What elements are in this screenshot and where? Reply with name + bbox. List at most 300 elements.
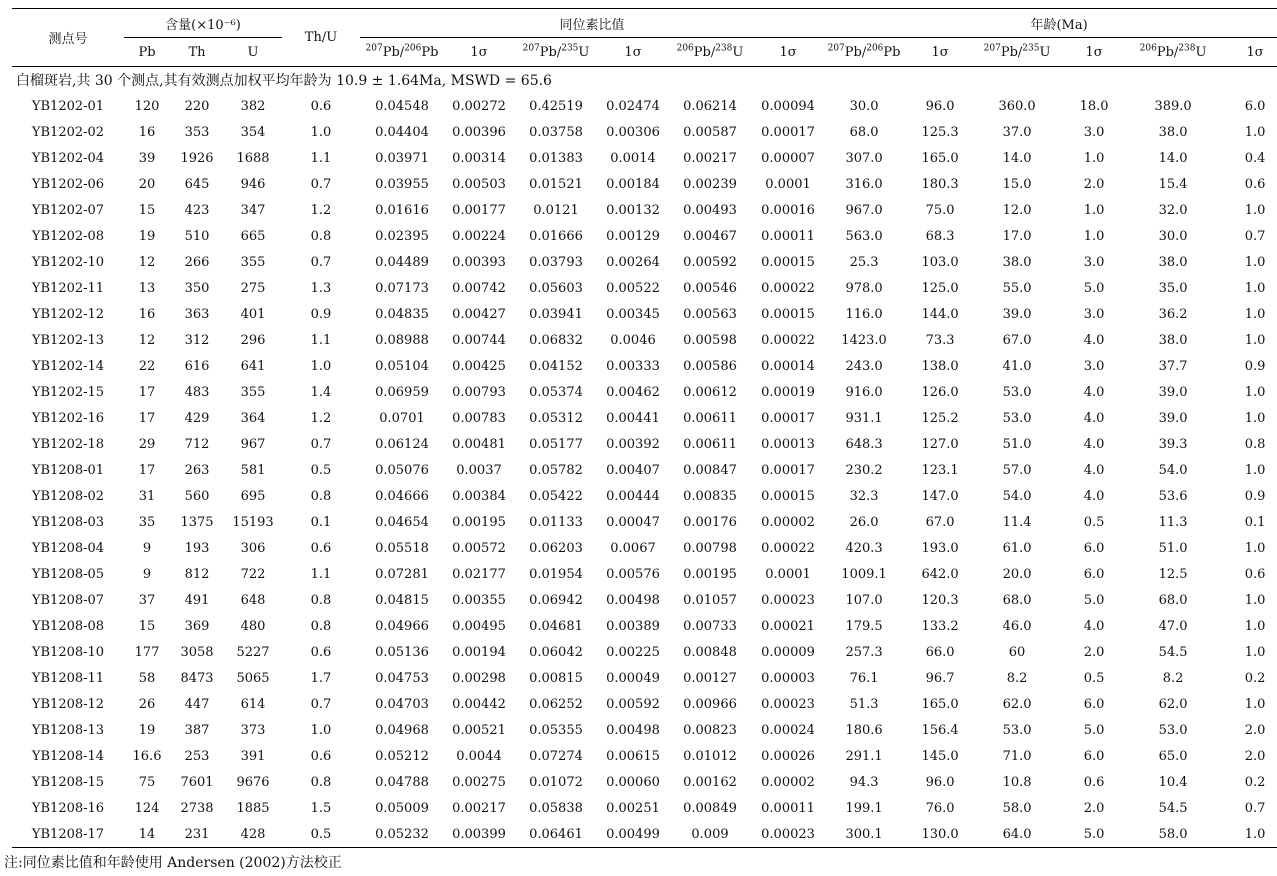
table-cell: 0.0067 — [610, 540, 656, 556]
table-row — [12, 197, 1277, 223]
table-cell: 0.9 — [310, 306, 332, 322]
table-cell: 0.05422 — [529, 488, 583, 504]
table-row — [12, 431, 1277, 457]
table-cell: 46.0 — [1002, 618, 1032, 634]
table-row — [12, 613, 1277, 639]
table-cell: 0.07173 — [375, 280, 429, 296]
table-cell: 0.01954 — [529, 566, 583, 582]
spot-id-cell: YB1202-12 — [31, 306, 105, 322]
table-cell: 67.0 — [925, 514, 955, 530]
table-cell: 355 — [240, 254, 266, 270]
table-cell: 37.0 — [1002, 124, 1032, 140]
table-cell: 8.2 — [1162, 670, 1184, 686]
table-cell: 560 — [184, 488, 210, 504]
spot-id-cell: YB1202-10 — [31, 254, 105, 270]
table-cell: 0.07281 — [375, 566, 429, 582]
age-sigma-header: 1σ — [1058, 38, 1130, 67]
table-cell: 0.01666 — [529, 228, 583, 244]
table-cell: 1375 — [180, 514, 214, 530]
table-cell: 12.5 — [1158, 566, 1188, 582]
table-cell: 0.04404 — [375, 124, 429, 140]
table-cell: 14.0 — [1002, 150, 1032, 166]
table-cell: 0.8 — [1244, 436, 1266, 452]
table-cell: 9 — [142, 566, 152, 582]
table-cell: 68.0 — [1158, 592, 1188, 608]
spot-id-cell: YB1208-13 — [31, 722, 105, 738]
table-cell: 0.00823 — [683, 722, 737, 738]
table-cell: 0.00298 — [452, 670, 506, 686]
table-cell: 107.0 — [845, 592, 883, 608]
table-cell: 9 — [142, 540, 152, 556]
isotope-element: Pb/ — [1156, 44, 1179, 60]
spot-id-cell: YB1202-07 — [31, 202, 105, 218]
table-cell: 1.0 — [1244, 696, 1266, 712]
table-cell: 1926 — [180, 150, 214, 166]
spot-id-cell: YB1208-12 — [31, 696, 105, 712]
table-cell: 648 — [240, 592, 266, 608]
table-cell: 0.00049 — [606, 670, 660, 686]
table-cell: 266 — [184, 254, 210, 270]
table-cell: 257.3 — [845, 644, 883, 660]
table-cell: 39.3 — [1158, 436, 1188, 452]
table-cell: 76.0 — [925, 800, 955, 816]
table-cell: 0.00521 — [452, 722, 506, 738]
table-cell: 614 — [240, 696, 266, 712]
table-cell: 0.00849 — [683, 800, 737, 816]
table-row — [12, 483, 1277, 509]
table-cell: 0.6 — [310, 644, 332, 660]
table-cell: 38.0 — [1002, 254, 1032, 270]
table-cell: 1.4 — [310, 384, 332, 400]
table-cell: 0.04654 — [375, 514, 429, 530]
table-cell: 491 — [184, 592, 210, 608]
table-cell: 0.8 — [310, 774, 332, 790]
table-row — [12, 379, 1277, 405]
table-cell: 5.0 — [1083, 722, 1105, 738]
table-cell: 68.0 — [849, 124, 879, 140]
table-cell: 616 — [184, 358, 210, 374]
age-sigma-header: 1σ — [1216, 38, 1277, 67]
table-cell: 68.0 — [1002, 592, 1032, 608]
table-cell: 429 — [184, 410, 210, 426]
table-cell: 156.4 — [921, 722, 959, 738]
table-cell: 76.1 — [849, 670, 879, 686]
age-header — [976, 38, 1058, 67]
table-cell: 53.0 — [1002, 410, 1032, 426]
table-cell: 199.1 — [845, 800, 883, 816]
table-cell: 5065 — [236, 670, 270, 686]
spot-id-cell: YB1202-04 — [31, 150, 105, 166]
table-cell: 0.00498 — [606, 722, 660, 738]
table-cell: 1.0 — [1244, 124, 1266, 140]
table-cell: 6.0 — [1083, 540, 1105, 556]
table-cell: 26 — [138, 696, 156, 712]
table-row — [12, 119, 1277, 145]
table-cell: 0.04548 — [375, 98, 429, 114]
table-cell: 5227 — [236, 644, 270, 660]
spot-id-cell: YB1202-15 — [31, 384, 105, 400]
table-cell: 0.05076 — [375, 462, 429, 478]
table-cell: 8.2 — [1006, 670, 1028, 686]
table-cell: 0.00017 — [761, 410, 815, 426]
table-cell: 180.3 — [921, 176, 959, 192]
isotope-mass: 207 — [827, 43, 845, 54]
table-cell: 0.05838 — [529, 800, 583, 816]
table-row — [12, 353, 1277, 379]
table-cell: 39.0 — [1158, 410, 1188, 426]
table-cell: 0.00195 — [683, 566, 737, 582]
table-cell: 130.0 — [904, 821, 976, 848]
spot-id-cell: YB1208-10 — [31, 644, 105, 660]
table-cell: 0.00024 — [761, 722, 815, 738]
table-cell: 275 — [240, 280, 266, 296]
table-cell: 483 — [184, 384, 210, 400]
table-cell: 5.0 — [1083, 280, 1105, 296]
table-cell: 36.2 — [1158, 306, 1188, 322]
table-cell: 4.0 — [1083, 618, 1105, 634]
table-cell: 94.3 — [849, 774, 879, 790]
table-cell: 0.05782 — [529, 462, 583, 478]
table-cell: 0.06252 — [529, 696, 583, 712]
isotope-element: U — [578, 44, 590, 60]
table-cell: 12.0 — [1002, 202, 1032, 218]
table-cell: 75 — [138, 774, 156, 790]
table-cell: 0.4 — [1244, 150, 1266, 166]
table-cell: 423 — [184, 202, 210, 218]
table-cell: 3058 — [180, 644, 214, 660]
ratio-sigma-header: 1σ — [752, 38, 824, 67]
table-cell: 967.0 — [845, 202, 883, 218]
table-cell: 41.0 — [1002, 358, 1032, 374]
table-cell: 58.0 — [1002, 800, 1032, 816]
table-cell: 16 — [138, 124, 156, 140]
table-cell: 29 — [138, 436, 156, 452]
table-cell: 2.0 — [1083, 644, 1105, 660]
table-cell: 0.00014 — [761, 358, 815, 374]
table-cell: 978.0 — [845, 280, 883, 296]
table-cell: 581 — [240, 462, 266, 478]
table-cell: 0.00022 — [761, 540, 815, 556]
table-cell: 0.00425 — [452, 358, 506, 374]
table-cell: 0.00306 — [606, 124, 660, 140]
table-cell: 0.00848 — [683, 644, 737, 660]
table-cell: 0.0001 — [765, 566, 811, 582]
table-cell: 54.0 — [1158, 462, 1188, 478]
table-cell: 0.0046 — [610, 332, 656, 348]
table-cell: 312 — [184, 332, 210, 348]
table-row — [12, 275, 1277, 301]
table-cell: 96.0 — [925, 98, 955, 114]
table-cell: 31 — [138, 488, 156, 504]
ratio-sigma-header: 1σ — [444, 38, 514, 67]
table-cell: 30.0 — [1158, 228, 1188, 244]
table-cell: 0.00815 — [529, 670, 583, 686]
table-cell: 39.0 — [1158, 384, 1188, 400]
table-cell: 0.04835 — [375, 306, 429, 322]
col-group-content: 含量(×10⁻⁶) — [124, 9, 282, 38]
table-cell: 5.0 — [1083, 592, 1105, 608]
table-cell: 389.0 — [1154, 98, 1192, 114]
table-cell: 0.02474 — [606, 98, 660, 114]
table-cell: 16 — [138, 306, 156, 322]
table-cell: 0.04788 — [375, 774, 429, 790]
table-row — [12, 249, 1277, 275]
table-cell: 307.0 — [845, 150, 883, 166]
table-cell: 0.00017 — [761, 462, 815, 478]
table-cell: 642.0 — [921, 566, 959, 582]
col-header-thu: Th/U — [282, 9, 360, 67]
table-cell: 61.0 — [1002, 540, 1032, 556]
table-cell: 38.0 — [1158, 332, 1188, 348]
table-cell: 0.00195 — [452, 514, 506, 530]
spot-id-cell: YB1202-01 — [31, 98, 105, 114]
table-cell: 30.0 — [849, 98, 879, 114]
table-cell: 0.00407 — [606, 462, 660, 478]
table-cell: 0.03793 — [529, 254, 583, 270]
col-group-ages: 年龄(Ma) — [824, 9, 1277, 38]
table-cell: 0.00022 — [761, 332, 815, 348]
table-cell: 0.2 — [1244, 774, 1266, 790]
table-cell: 0.00611 — [683, 436, 737, 452]
table-cell: 0.01616 — [375, 202, 429, 218]
table-cell: 296 — [240, 332, 266, 348]
table-cell: 0.04815 — [375, 592, 429, 608]
col-group-ratios: 同位素比值 — [360, 9, 824, 38]
table-cell: 0.00016 — [761, 202, 815, 218]
table-cell: 120 — [134, 98, 160, 114]
table-cell: 0.00002 — [761, 514, 815, 530]
table-cell: 1.0 — [1244, 644, 1266, 660]
table-row — [12, 769, 1277, 795]
table-cell: 1.0 — [310, 124, 332, 140]
table-cell: 363 — [184, 306, 210, 322]
table-cell: 144.0 — [921, 306, 959, 322]
spot-id-cell: YB1208-07 — [31, 592, 105, 608]
table-cell: 15193 — [232, 514, 274, 530]
spot-id-cell: YB1208-14 — [31, 748, 105, 764]
table-cell: 54.5 — [1158, 644, 1188, 660]
table-cell: 0.00835 — [683, 488, 737, 504]
table-cell: 0.00194 — [452, 644, 506, 660]
table-cell: 0.7 — [310, 176, 332, 192]
table-cell: 0.00251 — [606, 800, 660, 816]
table-cell: 0.00442 — [452, 696, 506, 712]
table-cell: 0.01133 — [529, 514, 583, 530]
table-cell: 0.00060 — [606, 774, 660, 790]
table-row — [12, 223, 1277, 249]
table-cell: 4.0 — [1083, 410, 1105, 426]
table-cell: 1.7 — [310, 670, 332, 686]
table-cell: 103.0 — [921, 254, 959, 270]
table-row — [12, 717, 1277, 743]
table-cell: 25.3 — [849, 254, 879, 270]
spot-id-cell: YB1202-13 — [31, 332, 105, 348]
table-cell: 0.00333 — [606, 358, 660, 374]
table-cell: 1885 — [236, 800, 270, 816]
table-cell: 0.009 — [668, 821, 752, 848]
table-cell: 147.0 — [921, 488, 959, 504]
table-cell: 231 — [170, 821, 224, 848]
table-cell: 7601 — [180, 774, 214, 790]
table-cell: 0.8 — [310, 488, 332, 504]
table-cell: 0.00011 — [761, 800, 815, 816]
table-cell: 353 — [184, 124, 210, 140]
spot-id-cell: YB1208-05 — [31, 566, 105, 582]
table-cell: 0.05232 — [360, 821, 444, 848]
table-cell: 0.00355 — [452, 592, 506, 608]
table-cell: 0.6 — [310, 540, 332, 556]
table-cell: 0.00598 — [683, 332, 737, 348]
table-cell: 0.6 — [310, 748, 332, 764]
age-header — [1130, 38, 1216, 67]
table-cell: 0.05177 — [529, 436, 583, 452]
isotope-element: Pb/ — [693, 44, 716, 60]
table-cell: 0.00733 — [683, 618, 737, 634]
spot-id-cell: YB1202-02 — [31, 124, 105, 140]
zircon-data-table — [12, 8, 1277, 848]
table-cell: 916.0 — [845, 384, 883, 400]
ratio-sigma-header: 1σ — [598, 38, 668, 67]
table-cell: 2.0 — [1244, 748, 1266, 764]
table-cell: 1.1 — [310, 332, 332, 348]
table-cell: 0.04666 — [375, 488, 429, 504]
table-cell: 0.0001 — [765, 176, 811, 192]
table-cell: 0.00047 — [606, 514, 660, 530]
table-cell: 2.0 — [1244, 722, 1266, 738]
isotope-mass: 206 — [866, 43, 884, 54]
table-cell: 0.00015 — [761, 488, 815, 504]
table-cell: 0.00493 — [683, 202, 737, 218]
table-cell: 0.7 — [310, 254, 332, 270]
table-cell: 300.1 — [824, 821, 904, 848]
table-cell: 0.01012 — [683, 748, 737, 764]
spot-id-cell: YB1208-03 — [31, 514, 105, 530]
table-cell: 15 — [138, 618, 156, 634]
table-cell: 75.0 — [925, 202, 955, 218]
table-cell: 53.0 — [1158, 722, 1188, 738]
table-cell: 180.6 — [845, 722, 883, 738]
table-cell: 0.00546 — [683, 280, 737, 296]
table-cell: 360.0 — [998, 98, 1036, 114]
table-cell: 0.00162 — [683, 774, 737, 790]
table-cell: 0.00021 — [761, 618, 815, 634]
table-cell: 22 — [138, 358, 156, 374]
table-cell: 19 — [138, 722, 156, 738]
table-cell: 0.0044 — [456, 748, 502, 764]
table-cell: 17 — [138, 410, 156, 426]
table-cell: 350 — [184, 280, 210, 296]
age-sigma-header: 1σ — [904, 38, 976, 67]
table-row — [12, 587, 1277, 613]
table-cell: 3.0 — [1083, 254, 1105, 270]
table-cell: 0.03971 — [375, 150, 429, 166]
table-cell: 0.6 — [1083, 774, 1105, 790]
table-cell: 0.02395 — [375, 228, 429, 244]
table-cell: 1688 — [236, 150, 270, 166]
table-cell: 58 — [138, 670, 156, 686]
table-cell: 0.00002 — [761, 774, 815, 790]
isotope-element: Pb/ — [1000, 44, 1023, 60]
table-cell: 17 — [138, 462, 156, 478]
table-cell: 96.7 — [925, 670, 955, 686]
table-cell: 10.8 — [1002, 774, 1032, 790]
table-cell: 0.05603 — [529, 280, 583, 296]
table-cell: 0.01072 — [529, 774, 583, 790]
table-cell: 0.5 — [1083, 514, 1105, 530]
spot-id-cell: YB1208-11 — [31, 670, 105, 686]
table-cell: 20.0 — [1002, 566, 1032, 582]
table-cell: 26.0 — [849, 514, 879, 530]
table-cell: 0.6 — [310, 98, 332, 114]
table-cell: 0.00017 — [761, 124, 815, 140]
table-cell: 1.0 — [1244, 384, 1266, 400]
table-row — [12, 301, 1277, 327]
spot-id-cell: YB1202-18 — [31, 436, 105, 452]
table-cell: 15 — [138, 202, 156, 218]
table-cell: 0.1 — [1244, 514, 1266, 530]
table-cell: 13 — [138, 280, 156, 296]
table-cell: 4.0 — [1083, 462, 1105, 478]
isotope-mass: 238 — [1178, 43, 1196, 54]
table-cell: 0.04489 — [375, 254, 429, 270]
spot-id-cell: YB1202-16 — [31, 410, 105, 426]
table-cell: 0.00094 — [761, 98, 815, 114]
table-cell: 1.0 — [1244, 592, 1266, 608]
table-cell: 0.8 — [310, 592, 332, 608]
table-cell: 0.6 — [1244, 176, 1266, 192]
table-cell: 17.0 — [1002, 228, 1032, 244]
table-cell: 0.00742 — [452, 280, 506, 296]
table-cell: 0.00127 — [683, 670, 737, 686]
table-cell: 1.3 — [310, 280, 332, 296]
table-cell: 57.0 — [1002, 462, 1032, 478]
spot-id-cell: YB1202-08 — [31, 228, 105, 244]
spot-id-cell: YB1202-06 — [31, 176, 105, 192]
table-cell: 177 — [134, 644, 160, 660]
table-cell: 0.00499 — [598, 821, 668, 848]
table-cell: 0.9 — [1244, 488, 1266, 504]
table-cell: 0.00011 — [761, 228, 815, 244]
age-header — [824, 38, 904, 67]
table-cell: 2.0 — [1083, 800, 1105, 816]
table-cell: 32.3 — [849, 488, 879, 504]
table-cell: 62.0 — [1158, 696, 1188, 712]
table-cell: 1.0 — [1244, 254, 1266, 270]
table-cell: 138.0 — [921, 358, 959, 374]
table-cell: 0.07274 — [529, 748, 583, 764]
table-cell: 71.0 — [1002, 748, 1032, 764]
table-cell: 967 — [240, 436, 266, 452]
table-cell: 263 — [184, 462, 210, 478]
table-row — [12, 327, 1277, 353]
ratio-header — [514, 38, 598, 67]
table-cell: 2.0 — [1083, 176, 1105, 192]
table-cell: 0.00586 — [683, 358, 737, 374]
table-cell: 316.0 — [845, 176, 883, 192]
table-cell: 347 — [240, 202, 266, 218]
table-cell: 0.02177 — [452, 566, 506, 582]
table-cell: 179.5 — [845, 618, 883, 634]
table-cell: 66.0 — [925, 644, 955, 660]
table-cell: 0.00177 — [452, 202, 506, 218]
table-cell: 0.06959 — [375, 384, 429, 400]
table-cell: 695 — [240, 488, 266, 504]
table-cell: 47.0 — [1158, 618, 1188, 634]
table-cell: 116.0 — [845, 306, 883, 322]
table-cell: 1.0 — [1244, 410, 1266, 426]
table-cell: 0.00966 — [683, 696, 737, 712]
table-cell: 369 — [184, 618, 210, 634]
